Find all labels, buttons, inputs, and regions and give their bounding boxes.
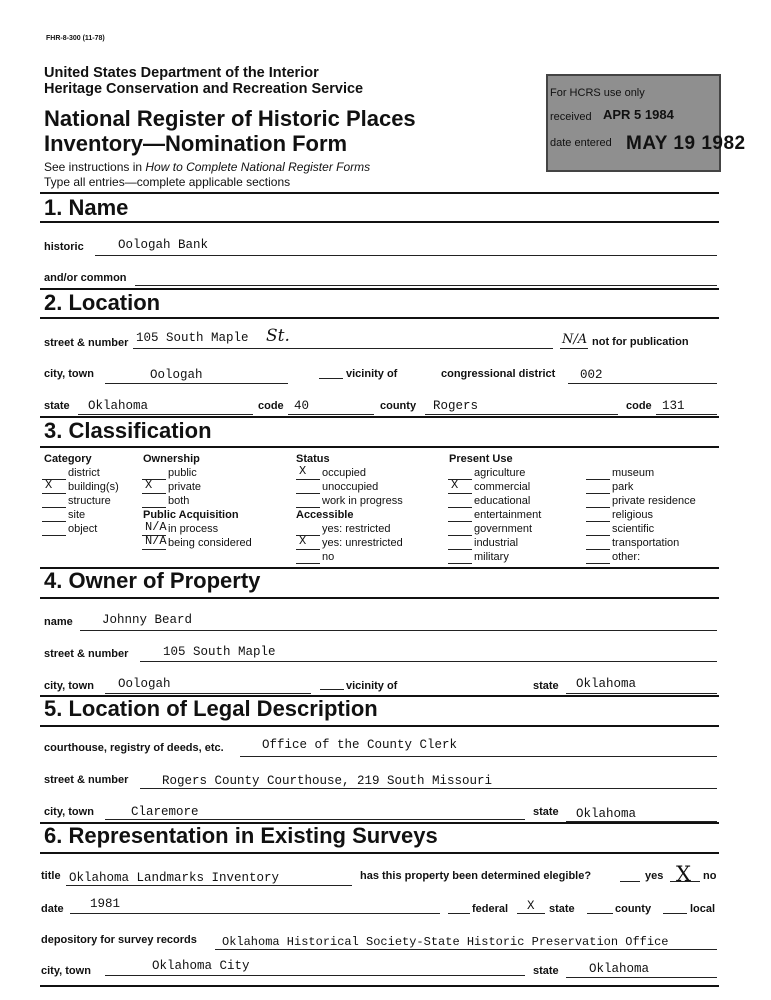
accessible-option-label: no — [322, 551, 335, 563]
present-use-option-label: museum — [612, 467, 655, 479]
category-option-blank — [42, 507, 66, 508]
owner-city-underline — [105, 693, 311, 694]
public-acquisition-heading: Public Acquisition — [143, 509, 239, 521]
federal-label: federal — [472, 903, 509, 915]
courthouse-label: courthouse, registry of deeds, etc. — [44, 742, 224, 754]
category-option-blank — [42, 521, 66, 522]
common-underline — [135, 285, 717, 286]
category-heading: Category — [44, 453, 92, 465]
present-use-option-blank — [586, 563, 610, 564]
city-field[interactable]: Oologah — [150, 368, 203, 382]
acquisition-option-label: being considered — [168, 537, 252, 549]
present-use-option-blank — [448, 535, 472, 536]
present-use-option-blank — [448, 521, 472, 522]
status-option-blank — [296, 479, 320, 480]
state-code-underline — [288, 414, 374, 415]
accessible-option-blank — [296, 549, 320, 550]
owner-state-label: state — [533, 680, 559, 692]
owner-city-label: city, town — [44, 680, 94, 692]
present-use-option-blank — [586, 535, 610, 536]
accessible-option-blank — [296, 563, 320, 564]
present-use-option-label: private residence — [612, 495, 696, 507]
present-use-option-label: military — [474, 551, 509, 563]
state-code-label: code — [258, 400, 284, 412]
present-use-option-blank — [586, 479, 610, 480]
present-use-option-blank — [586, 493, 610, 494]
owner-city-field[interactable]: Oologah — [118, 677, 171, 691]
stamp-for-use: For HCRS use only — [550, 87, 645, 99]
present-use-option-label: entertainment — [474, 509, 542, 521]
survey-state-label: state — [533, 965, 559, 977]
agency-line-2: Heritage Conservation and Recreation Service — [44, 81, 364, 97]
survey-date-field[interactable]: 1981 — [90, 897, 121, 911]
rule-s4-bottom — [40, 597, 719, 599]
county-level-label: county — [615, 903, 652, 915]
county-level-underline — [587, 913, 613, 914]
yes-underline — [620, 881, 640, 882]
congressional-underline — [568, 383, 717, 384]
state-field[interactable]: Oklahoma — [88, 399, 149, 413]
category-option-label: object — [68, 523, 98, 535]
present-use-option-label: religious — [612, 509, 653, 521]
present-use-heading: Present Use — [449, 453, 513, 465]
survey-date-underline — [70, 913, 440, 914]
ownership-heading: Ownership — [143, 453, 200, 465]
state-level-label: state — [549, 903, 575, 915]
present-use-option-blank — [586, 507, 610, 508]
historic-field[interactable]: Oologah Bank — [118, 238, 209, 252]
county-code-field[interactable]: 131 — [662, 399, 685, 413]
rule-s6-bottom — [40, 852, 719, 854]
rule-s1-bottom — [40, 221, 719, 223]
form-title-line-2: Inventory—Nomination Form — [44, 131, 348, 156]
acquisition-option-blank — [142, 549, 166, 550]
owner-state-underline — [566, 693, 717, 694]
congressional-field[interactable]: 002 — [580, 368, 603, 382]
present-use-option-label: scientific — [612, 523, 655, 535]
survey-title-underline — [66, 885, 352, 886]
legal-state-field[interactable]: Oklahoma — [576, 807, 637, 821]
present-use-option-label: educational — [474, 495, 531, 507]
survey-city-label: city, town — [41, 965, 91, 977]
owner-vicinity-underline — [320, 689, 344, 690]
section-2-title: 2. Location — [44, 290, 161, 315]
present-use-option-blank — [586, 521, 610, 522]
owner-vicinity-label: vicinity of — [346, 680, 398, 692]
category-option-blank — [42, 493, 66, 494]
instructions-prefix: See instructions in — [44, 160, 146, 174]
status-option-blank — [296, 507, 320, 508]
depository-label: depository for survey records — [41, 934, 197, 946]
category-option-label: site — [68, 509, 86, 521]
category-option-label: district — [68, 467, 100, 479]
acquisition-option-label: in process — [168, 523, 219, 535]
acquisition-option-checkbox[interactable]: N/A — [145, 520, 167, 534]
publication-mark[interactable]: N/A — [562, 332, 588, 347]
rule-page-bottom — [40, 985, 719, 987]
county-field[interactable]: Rogers — [433, 399, 479, 413]
vicinity-label: vicinity of — [346, 368, 398, 380]
congressional-label: congressional district — [441, 368, 556, 380]
present-use-option-label: agriculture — [474, 467, 526, 479]
owner-name-field[interactable]: Johnny Beard — [102, 613, 193, 627]
rule-s3-bottom — [40, 446, 719, 448]
present-use-option-label: transportation — [612, 537, 680, 549]
owner-state-field[interactable]: Oklahoma — [576, 677, 637, 691]
city-label: city, town — [44, 368, 94, 380]
present-use-option-label: government — [474, 523, 533, 535]
historic-label: historic — [44, 241, 84, 253]
historic-underline — [95, 255, 717, 256]
acquisition-option-checkbox[interactable]: N/A — [145, 534, 167, 548]
legal-street-field[interactable]: Rogers County Courthouse, 219 South Missouri — [162, 774, 493, 788]
courthouse-underline — [240, 756, 717, 757]
state-level-mark[interactable]: X — [527, 899, 535, 913]
legal-city-label: city, town — [44, 806, 94, 818]
survey-title-label: title — [41, 870, 61, 882]
form-title-line-1: National Register of Historic Places — [44, 106, 416, 131]
owner-name-underline — [80, 630, 717, 631]
legal-state-label: state — [533, 806, 559, 818]
vicinity-underline — [319, 378, 343, 379]
ownership-option-checkbox[interactable]: X — [145, 478, 153, 492]
depository-underline — [215, 949, 717, 950]
federal-underline — [448, 913, 470, 914]
survey-city-field[interactable]: Oklahoma City — [152, 959, 250, 973]
legal-street-label: street & number — [44, 774, 129, 786]
accessible-option-label: yes: unrestricted — [322, 537, 403, 549]
no-label: no — [703, 870, 717, 882]
owner-street-field[interactable]: 105 South Maple — [163, 645, 276, 659]
state-underline — [78, 414, 253, 415]
accessible-heading: Accessible — [296, 509, 354, 521]
form-id: FHR-8-300 (11-78) — [46, 35, 105, 42]
status-option-label: work in progress — [322, 495, 403, 507]
depository-field[interactable]: Oklahoma Historical Society-State Historic Preservation Office — [222, 935, 669, 949]
category-option-blank — [42, 535, 66, 536]
instructions-line-1 — [44, 160, 370, 174]
stamp-entered-label: date entered — [550, 137, 612, 149]
courthouse-field[interactable]: Office of the County Clerk — [262, 738, 458, 752]
survey-title-field[interactable]: Oklahoma Landmarks Inventory — [69, 871, 280, 885]
legal-street-underline — [140, 788, 717, 789]
stamp-entered-value: MAY 19 1982 — [626, 133, 746, 154]
present-use-option-blank — [448, 549, 472, 550]
owner-street-underline — [140, 661, 717, 662]
survey-date-label: date — [41, 903, 64, 915]
legal-city-underline — [105, 819, 525, 820]
present-use-option-label: industrial — [474, 537, 519, 549]
present-use-option-blank — [448, 493, 472, 494]
present-use-option-label: commercial — [474, 481, 531, 493]
stamp-received-value: APR 5 1984 — [603, 107, 674, 122]
present-use-option-blank — [448, 563, 472, 564]
category-option-label: building(s) — [68, 481, 119, 493]
common-label: and/or common — [44, 272, 127, 284]
state-label: state — [44, 400, 70, 412]
owner-street-label: street & number — [44, 648, 129, 660]
state-level-underline — [517, 913, 545, 914]
section-4-title: 4. Owner of Property — [44, 568, 261, 593]
owner-name-label: name — [44, 616, 73, 628]
ownership-option-blank — [142, 493, 166, 494]
section-5-title: 5. Location of Legal Description — [44, 696, 378, 721]
survey-state-underline — [566, 977, 717, 978]
present-use-option-blank — [448, 507, 472, 508]
hcrs-use-stamp — [546, 74, 721, 172]
local-level-underline — [663, 913, 687, 914]
category-option-checkbox[interactable]: X — [45, 478, 53, 492]
instructions-title: How to Complete National Register Forms — [145, 160, 371, 174]
publication-label: not for publication — [592, 336, 689, 348]
section-1-title: 1. Name — [44, 195, 129, 220]
local-level-label: local — [690, 903, 716, 915]
survey-state-field[interactable]: Oklahoma — [589, 962, 650, 976]
ownership-option-label: both — [168, 495, 190, 507]
ownership-option-label: public — [168, 467, 197, 479]
street-underline — [133, 348, 553, 349]
yes-label: yes — [645, 870, 664, 882]
status-option-label: occupied — [322, 467, 367, 479]
rule-s2-bottom — [40, 317, 719, 319]
section-6-title: 6. Representation in Existing Surveys — [44, 823, 438, 848]
street-label: street & number — [44, 337, 129, 349]
ownership-option-blank — [142, 507, 166, 508]
agency-line-1: United States Department of the Interior — [44, 65, 319, 81]
county-label: county — [380, 400, 417, 412]
state-code-field[interactable]: 40 — [294, 399, 310, 413]
street-field[interactable]: 105 South Maple — [136, 331, 249, 345]
section-3-title: 3. Classification — [44, 418, 212, 443]
no-mark[interactable]: X — [676, 862, 691, 886]
status-heading: Status — [296, 453, 330, 465]
accessible-option-checkbox[interactable]: X — [299, 534, 307, 548]
county-underline — [425, 414, 618, 415]
accessible-option-label: yes: restricted — [322, 523, 391, 535]
ownership-option-label: private — [168, 481, 202, 493]
status-option-checkbox[interactable]: X — [299, 464, 307, 478]
category-option-label: structure — [68, 495, 111, 507]
instructions-line-2: Type all entries—complete applicable sections — [44, 175, 291, 189]
survey-city-underline — [105, 975, 525, 976]
street-handwritten: St. — [266, 326, 290, 346]
status-option-label: unoccupied — [322, 481, 379, 493]
city-underline — [105, 383, 288, 384]
legal-city-field[interactable]: Claremore — [131, 805, 199, 819]
eligible-question: has this property been determined elegible? — [360, 870, 592, 882]
county-code-label: code — [626, 400, 652, 412]
present-use-option-label: other: — [612, 551, 641, 563]
present-use-option-label: park — [612, 481, 634, 493]
rule-s5-bottom — [40, 725, 719, 727]
publication-underline — [560, 348, 588, 349]
present-use-option-checkbox[interactable]: X — [451, 478, 459, 492]
present-use-option-blank — [586, 549, 610, 550]
rule-s1-top — [40, 192, 719, 194]
stamp-received-label: received — [550, 111, 592, 123]
status-option-blank — [296, 493, 320, 494]
county-code-underline — [656, 414, 717, 415]
